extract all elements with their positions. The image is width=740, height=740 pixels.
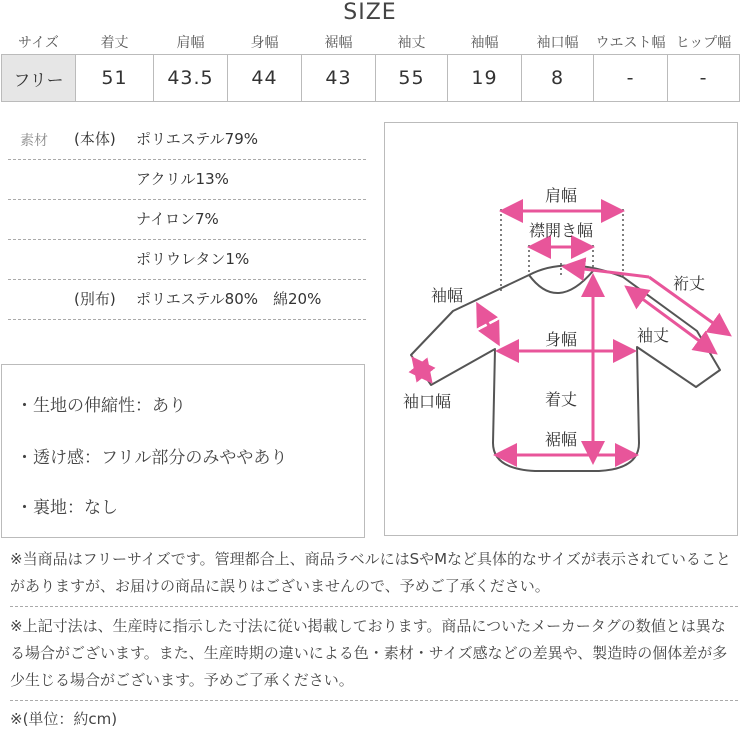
header-size: サイズ <box>18 35 59 51</box>
header-hem-width: 裾幅 <box>324 35 353 51</box>
table-row <box>2 55 740 102</box>
label-body-width: 身幅 <box>545 330 578 349</box>
header-sleeve-width: 袖幅 <box>470 35 499 51</box>
label-cuff: 袖口幅 <box>403 392 452 411</box>
divider <box>10 700 738 701</box>
material-row <box>8 160 366 200</box>
label-neck: 襟開き幅 <box>528 221 594 240</box>
material-row <box>8 120 366 160</box>
value-cell: - <box>668 55 740 102</box>
note-free-size: ※当商品はフリーサイズです。管理都合上、商品ラベルにはSやMなど具体的なサイズが表示されていることがありますが、お届けの商品に誤りはございませんので、予めご了承ください。 <box>10 550 731 595</box>
header-waist: ウエスト幅 <box>595 35 666 51</box>
material-part: (本体) <box>74 130 116 148</box>
value-cell: 19 <box>448 55 522 102</box>
material-part: (別布) <box>74 290 116 308</box>
material-value: ポリエステル80% 綿20% <box>136 290 322 308</box>
cuff-arrow <box>415 361 429 379</box>
label-sleeve-length: 袖丈 <box>637 326 670 345</box>
material-heading: 素材 <box>20 133 48 149</box>
yuki-arrow <box>567 267 649 277</box>
material-row <box>8 200 366 240</box>
header-cuff-width: 袖口幅 <box>536 35 579 51</box>
value-cell: 55 <box>376 55 448 102</box>
divider <box>10 606 738 607</box>
value-cell: 8 <box>522 55 594 102</box>
label-sleeve-width: 袖幅 <box>431 286 464 305</box>
label-length: 着丈 <box>545 390 578 409</box>
value-cell: 43 <box>302 55 376 102</box>
label-yuki: 裄丈 <box>673 274 706 293</box>
notes-section <box>10 546 738 694</box>
fabric-features-box <box>1 364 365 538</box>
value-cell: 44 <box>228 55 302 102</box>
feature-stretch: ・生地の伸縮性：あり <box>16 396 186 416</box>
value-cell: - <box>594 55 668 102</box>
feature-sheerness: ・透け感：フリル部分のみややあり <box>16 448 288 468</box>
material-value: アクリル13% <box>136 170 229 188</box>
material-row <box>8 240 366 280</box>
material-value: ナイロン7% <box>136 210 219 228</box>
size-cell: フリー <box>2 55 76 102</box>
header-body-width: 身幅 <box>250 35 279 51</box>
size-table-header-row <box>2 30 740 55</box>
material-row <box>8 280 366 320</box>
unit-note: ※(単位：約cm) <box>10 710 118 728</box>
material-value: ポリエステル79% <box>136 130 258 148</box>
material-value: ポリウレタン1% <box>136 250 250 268</box>
note-measurement: ※上記寸法は、生産時に指示した寸法に従い掲載しております。商品についたメーカータグの数値とは異なる場合がございます。また、生産時期の違いによる色・素材・サイズ感などの差異や、製造時の個体差が多少生じる場合がございます。予めご了承ください。 <box>10 617 728 689</box>
header-length: 着丈 <box>100 35 129 51</box>
value-cell: 51 <box>76 55 154 102</box>
header-hip: ヒップ幅 <box>675 35 732 51</box>
size-table <box>1 30 740 102</box>
page-title: SIZE <box>343 0 397 25</box>
feature-lining: ・裏地：なし <box>16 498 118 518</box>
material-section <box>8 120 366 320</box>
garment-illustration <box>385 123 737 535</box>
label-hem: 裾幅 <box>545 430 578 449</box>
value-cell: 43.5 <box>154 55 228 102</box>
sleeve-width-arrow <box>479 307 497 341</box>
measurement-diagram <box>384 122 738 536</box>
label-shoulder: 肩幅 <box>544 186 578 205</box>
header-sleeve-length: 袖丈 <box>397 35 426 51</box>
header-shoulder: 肩幅 <box>176 35 205 51</box>
